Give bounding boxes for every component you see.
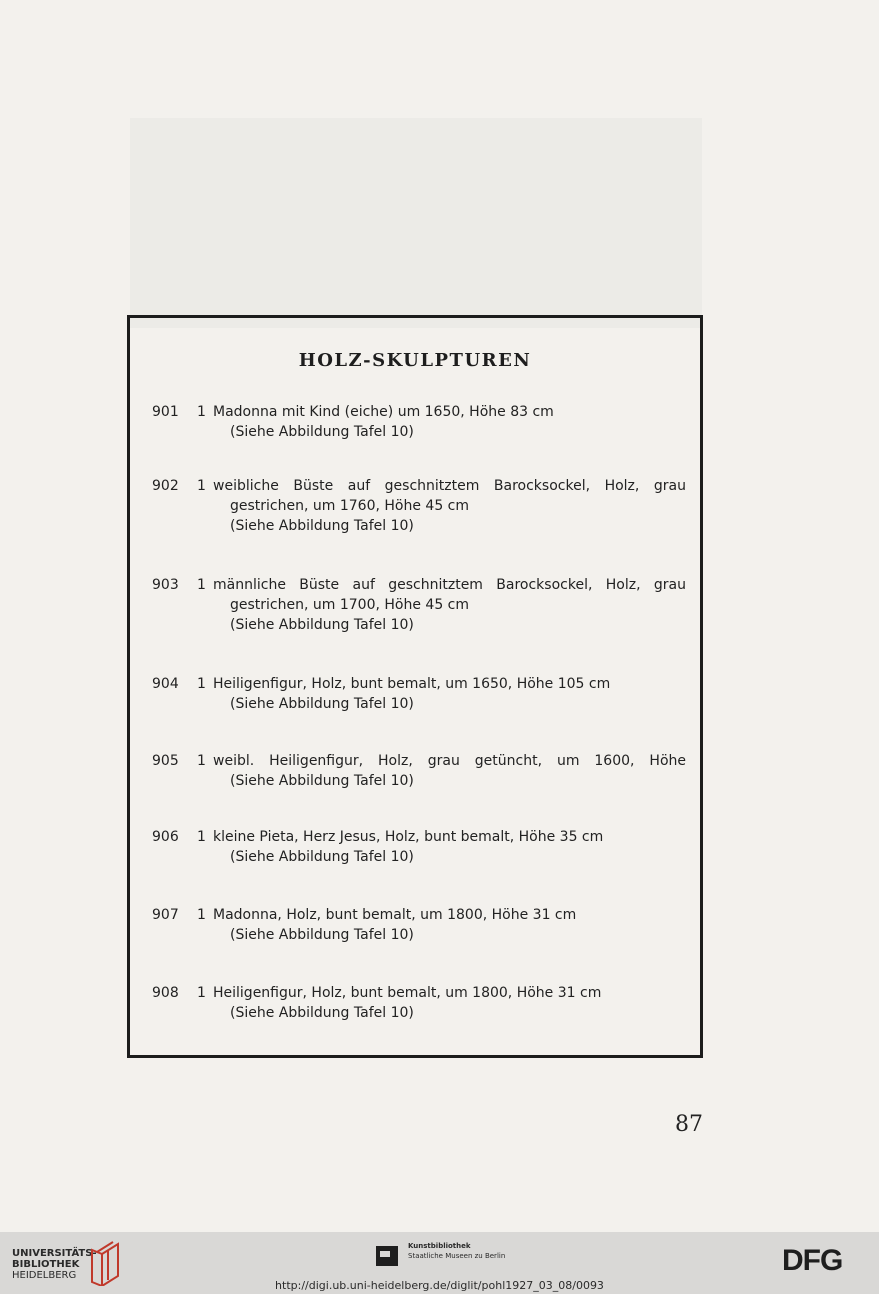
entry-quantity: 1 <box>197 985 206 1001</box>
entry-line: Madonna, Holz, bunt bemalt, um 1800, Höhe 31 cm <box>213 907 577 923</box>
entry-reference: (Siehe Abbildung Tafel 10) <box>230 849 414 865</box>
entry-quantity: 1 <box>197 404 206 420</box>
entry-quantity: 1 <box>197 753 206 769</box>
entry-line: Heiligenfigur, Holz, bunt bemalt, um 1650, Höhe 105 cm <box>213 676 611 692</box>
entry-reference: (Siehe Abbildung Tafel 10) <box>230 1005 414 1021</box>
entry-line: gestrichen, um 1760, Höhe 45 cm <box>230 498 470 514</box>
ub-line-3: HEIDELBERG <box>12 1270 77 1281</box>
entry-reference: (Siehe Abbildung Tafel 10) <box>230 773 414 789</box>
entry-reference: (Siehe Abbildung Tafel 10) <box>230 696 414 712</box>
kb-line-2: Staatliche Museen zu Berlin <box>408 1252 506 1260</box>
entry-quantity: 1 <box>197 478 206 494</box>
entry-quantity: 1 <box>197 676 206 692</box>
kb-line-1: Kunstbibliothek <box>408 1242 471 1250</box>
entry-number: 903 <box>152 577 179 593</box>
entry-quantity: 1 <box>197 577 206 593</box>
entry-reference: (Siehe Abbildung Tafel 10) <box>230 927 414 943</box>
entry-line: gestrichen, um 1700, Höhe 45 cm <box>230 597 470 613</box>
entry-reference: (Siehe Abbildung Tafel 10) <box>230 424 414 440</box>
entry-number: 908 <box>152 985 179 1001</box>
entry-number: 907 <box>152 907 179 923</box>
entry-line: Heiligenfigur, Holz, bunt bemalt, um 1800, Höhe 31 cm <box>213 985 602 1001</box>
catalog-frame <box>127 315 703 1058</box>
section-heading: HOLZ-SKULPTUREN <box>298 350 532 371</box>
entry-number: 904 <box>152 676 179 692</box>
entry-line: weibliche Büste auf geschnitztem Barocksockel, Holz, grau <box>213 478 686 494</box>
entry-number: 905 <box>152 753 179 769</box>
entry-line: männliche Büste auf geschnitztem Barocksockel, Holz, grau <box>213 577 686 593</box>
entry-line: Madonna mit Kind (eiche) um 1650, Höhe 83 cm <box>213 404 554 420</box>
kunstbibliothek-label <box>408 1241 505 1261</box>
entry-quantity: 1 <box>197 829 206 845</box>
entry-line: weibl. Heiligenfigur, Holz, grau getüncht, um 1600, Höhe <box>213 753 686 769</box>
ub-heidelberg-label <box>12 1248 97 1281</box>
entry-number: 902 <box>152 478 179 494</box>
entry-reference: (Siehe Abbildung Tafel 10) <box>230 518 414 534</box>
source-url[interactable]: http://digi.ub.uni-heidelberg.de/diglit/pohl1927_03_08/0093 <box>275 1279 604 1292</box>
show-through-area <box>130 118 702 328</box>
footer-bar <box>0 1232 879 1294</box>
entry-number: 906 <box>152 829 179 845</box>
dfg-logo: DFG <box>782 1244 843 1277</box>
entry-reference: (Siehe Abbildung Tafel 10) <box>230 617 414 633</box>
entry-line: kleine Pieta, Herz Jesus, Holz, bunt bemalt, Höhe 35 cm <box>213 829 604 845</box>
page-number: 87 <box>675 1112 703 1137</box>
entry-quantity: 1 <box>197 907 206 923</box>
kunstbibliothek-logo-icon <box>374 1242 400 1268</box>
ub-line-2: BIBLIOTHEK <box>12 1259 80 1270</box>
ub-line-1: UNIVERSITÄTS- <box>12 1248 97 1259</box>
entry-number: 901 <box>152 404 179 420</box>
